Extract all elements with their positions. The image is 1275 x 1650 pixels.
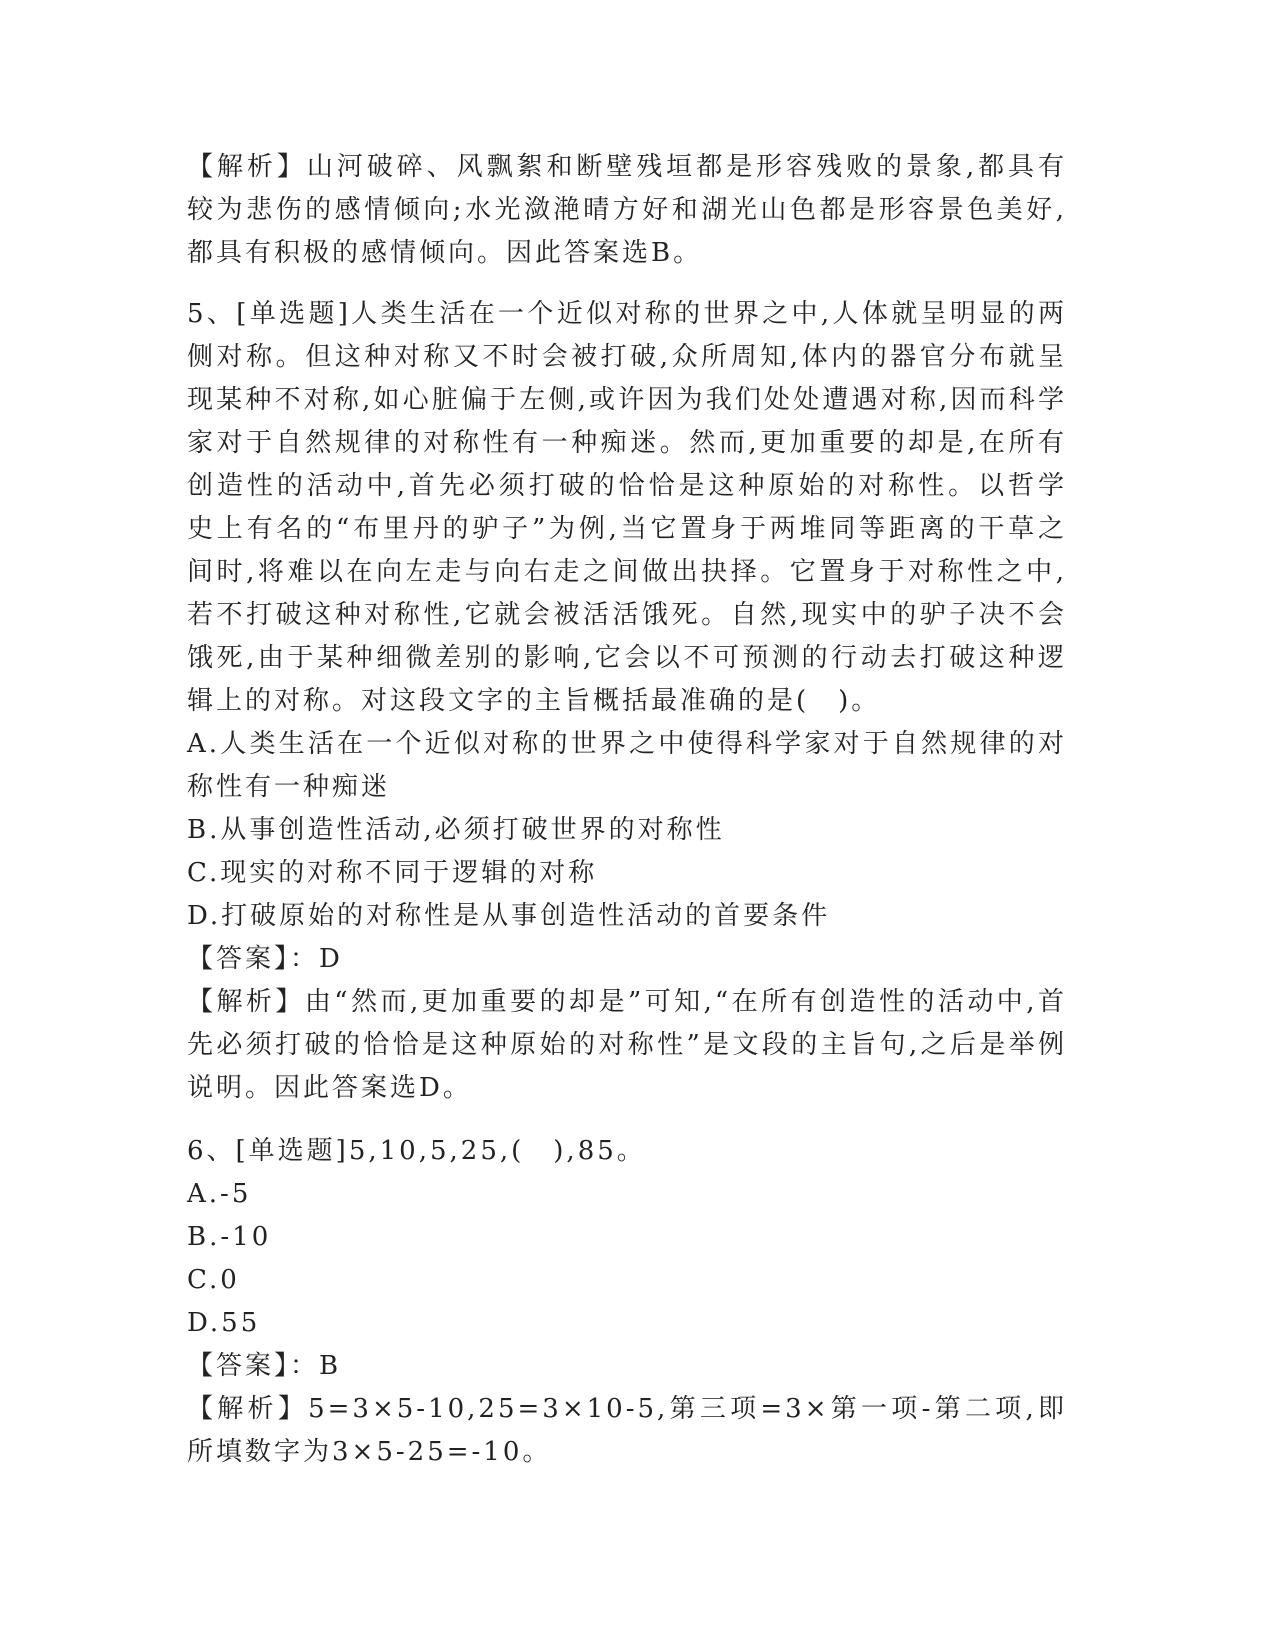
question-5-analysis: 【解析】由“然而,更加重要的却是”可知,“在所有创造性的活动中,首先必须打破的恰恰是这种原始的对称性”是文段的主旨句,之后是举例说明。因此答案选D。 [187,987,1067,1103]
question-6-option-b: B.-10 [187,1222,272,1252]
question-6-option-c: C.0 [187,1265,240,1295]
page-content [187,146,1067,1474]
question-5-option-c: C.现实的对称不同于逻辑的对称 [187,858,598,888]
question-5-stem: 5、[单选题]人类生活在一个近似对称的世界之中,人体就呈明显的两侧对称。但这种对称又不时会被打破,众所周知,体内的器官分布就呈现某种不对称,如心脏偏于左侧,或许因为我们处处遭遇对称,因而科学家对于自然规律的对称性有一种痴迷。然而,更加重要的却是,在所有创造性的活动中,首先必须打破的恰恰是这种原始的对称性。以哲学史上有名的“布里丹的驴子”为例,当它置身于两堆同等距离的干草之间时,将难以在向左走与向右走之间做出抉择。它置身于对称性之中,若不打破这种对称性,它就会被活活饿死。自然,现实中的驴子决不会饿死,由于某种细微差别的影响,它会以不可预测的行动去打破这种逻辑上的对称。对这段文字的主旨概括最准确的是( )。 [187,299,1067,716]
prev-question-analysis: 【解析】山河破碎、风飘絮和断壁残垣都是形容残败的景象,都具有较为悲伤的感情倾向;水光潋滟晴方好和湖光山色都是形容景色美好,都具有积极的感情倾向。因此答案选B。 [187,152,1067,268]
question-6 [187,1130,1067,1474]
question-6-stem: 6、[单选题]5,10,5,25,( ),85。 [187,1136,646,1166]
question-5-option-b: B.从事创造性活动,必须打破世界的对称性 [187,815,725,845]
question-5 [187,293,1067,1110]
question-6-answer: 【答案】：B [187,1351,342,1381]
question-6-option-a: A.-5 [187,1179,252,1209]
question-5-answer: 【答案】：D [187,944,343,974]
question-6-analysis: 【解析】5=3×5-10,25=3×10-5,第三项=3×第一项-第二项,即所填数字为3×5-25=-10。 [187,1394,1067,1467]
question-5-option-a: A.人类生活在一个近似对称的世界之中使得科学家对于自然规律的对称性有一种痴迷 [187,729,1067,802]
question-6-option-d: D.55 [187,1308,261,1338]
question-5-option-d: D.打破原始的对称性是从事创造性活动的首要条件 [187,901,831,931]
